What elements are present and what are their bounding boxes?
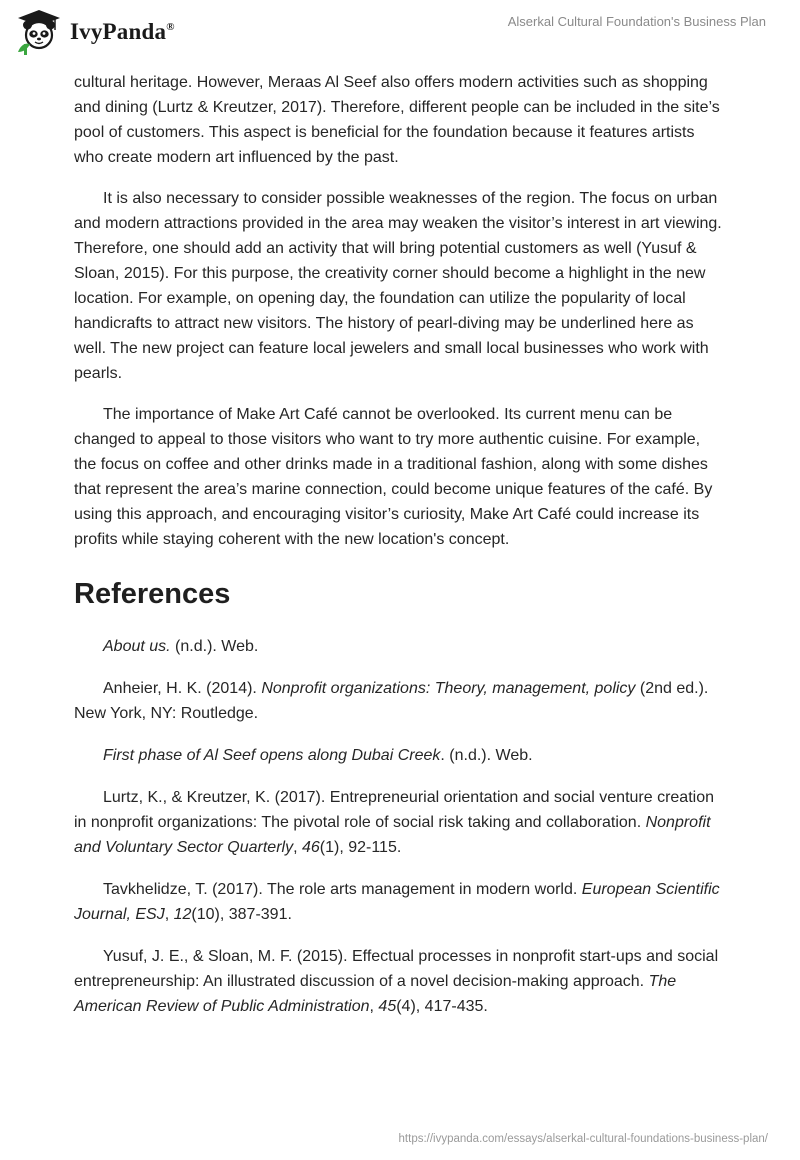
body-paragraph-3: The importance of Make Art Café cannot be overlooked. Its current menu can be changed to appeal to those visitors who want to try more authentic cuisine. For example, the focus on coffee and other drinks made in a traditional fashion, along with some dishes that represent the area’s marine connection, could become unique features of the café. By using this approach, and encouraging visitor’s curiosity, Make Art Café could increase its profits while staying coherent with the new location's concept. xyxy=(74,406,713,548)
panda-logo-icon xyxy=(14,8,64,56)
essay-content xyxy=(74,70,726,1036)
reference-item: First phase of Al Seef opens along Dubai Creek. (n.d.). Web. xyxy=(103,747,533,764)
reference-item: Anheier, H. K. (2014). Nonprofit organizations: Theory, management, policy (2nd ed.). New York, NY: Routledge. xyxy=(74,680,709,722)
reference-volume: 12 xyxy=(173,906,192,923)
page-header xyxy=(0,0,800,70)
document-title: Alserkal Cultural Foundation's Business Plan xyxy=(507,14,766,29)
body-paragraph-2: It is also necessary to consider possible weaknesses of the region. The focus on urban and modern attractions provided in the area may weaken the visitor’s interest in art viewing. Therefore, one should add an activity that will bring potential customers as well (Yusuf & Sloan, 2015). For this purpose, the creativity corner should become a highlight in the new location. For example, on opening day, the foundation can utilize the popularity of local handicrafts to attract new visitors. The history of pearl-diving may be underlined here as well. The new project can feature local jewelers and small local businesses who work with pearls. xyxy=(74,190,722,382)
source-url-link[interactable]: https://ivypanda.com/essays/alserkal-cultural-foundations-business-plan/ xyxy=(398,1133,768,1145)
brand-name: IvyPanda® xyxy=(70,19,175,44)
references-heading: References xyxy=(74,578,231,610)
reference-volume: 46 xyxy=(301,839,320,856)
reference-title: About us. xyxy=(103,638,171,655)
reference-item: Tavkhelidze, T. (2017). The role arts management in modern world. European Scientific Journal, ESJ, 12(10), 387-391. xyxy=(74,881,720,923)
body-paragraph-1: cultural heritage. However, Meraas Al Seef also offers modern activities such as shopping and dining (Lurtz & Kreutzer, 2017). Therefore, different people can be included in the site’s pool of customers. This aspect is beneficial for the foundation because it features artists who create modern art influenced by the past. xyxy=(74,74,720,166)
reference-journal: European Scientific Journal, ESJ xyxy=(74,881,720,923)
registered-mark: ® xyxy=(166,21,175,33)
reference-journal: The American Review of Public Administration xyxy=(74,973,677,1015)
reference-item: About us. (n.d.). Web. xyxy=(103,638,259,655)
reference-item: Yusuf, J. E., & Sloan, M. F. (2015). Effectual processes in nonprofit start-ups and social entrepreneurship: An illustrated discussion of a novel decision-making approach. The American Review of Public Administration, 45(4), 417-435. xyxy=(74,948,719,1015)
reference-item: Lurtz, K., & Kreutzer, K. (2017). Entrepreneurial orientation and social venture creation in nonprofit organizations: The pivotal role of social risk taking and collaboration. Nonprofit and Voluntary Sector Quarterly, 46(1), 92-115. xyxy=(74,789,714,856)
reference-journal: Nonprofit and Voluntary Sector Quarterly xyxy=(74,814,711,856)
reference-volume: 45 xyxy=(378,998,397,1015)
reference-title: First phase of Al Seef opens along Dubai Creek xyxy=(103,747,441,764)
brand-logo[interactable] xyxy=(14,8,175,56)
reference-title: Nonprofit organizations: Theory, management, policy xyxy=(261,680,636,697)
